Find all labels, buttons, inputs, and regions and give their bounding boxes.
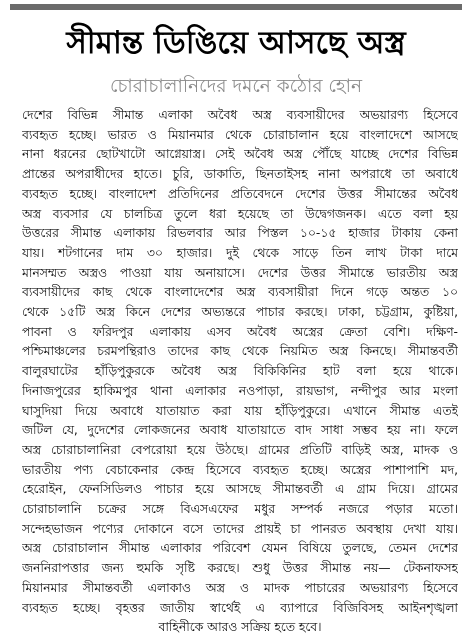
body-line: দিনাজপুরের হাকিমপুর থানা এলাকার নওপাড়া, রায়ভাগ, নন্দীপুর আর মংলা <box>22 383 458 398</box>
body-line: ঘাসুদিয়া দিয়ে অবাধে যাতায়াত করা যায় হাঁড়িপুকুরে। এখানে সীমান্ত এতই <box>22 403 458 418</box>
body-line: পাবনা ও ফরিদপুর এলাকায় এসব অবৈধ অস্ত্রের ক্রেতা বেশি। দক্ষিণ- <box>22 324 458 339</box>
body-line: ব্যবহৃত হচ্ছে। বাংলাদেশ প্রতিদিনের প্রতিবেদনে দেশের উত্তর সীমান্তের অবৈধ <box>22 186 458 201</box>
body-line: ব্যবহৃত হচ্ছে। ভারত ও মিয়ানমার থেকে চোরাচালান হয়ে বাংলাদেশে আসছে <box>22 127 458 142</box>
body-line: হেরোইন, ফেনসিডিলও পাচার হয়ে আসছে সীমান্তবর্তী এ গ্রাম দিয়ে। গ্রামের <box>22 482 458 497</box>
body-line: অস্ত্র ব্যবসার যে চালচিত্র তুলে ধরা হয়েছে তা উদ্বেগজনক। এতে বলা হয় <box>22 206 458 221</box>
body-line: জটিল যে, দুদেশের লোকজনের অবাধ যাতায়াতে বাদ সাধা সম্ভব হয় না। ফলে <box>22 423 458 438</box>
subheadline: চোরাচালানিদের দমনে কঠোর হোন <box>109 76 363 97</box>
body-line: চোরাচালানি চক্রের সঙ্গে বিএসএফের মধুর সম্পর্ক নজরে পড়ার মতো। <box>22 502 458 517</box>
body-line: উত্তরের সীমান্ত এলাকায় রিভলবার আর পিস্তল ১০-১৫ হাজার টাকায় কেনা <box>22 226 458 241</box>
body-line: পশ্চিমাঞ্চলের চরমপন্থিরাও তাদের কাছ থেকে নিয়মিত অস্ত্র কিনছে। সীমান্তবর্তী <box>22 344 458 359</box>
body-line: নানা ধরনের ছোটখাটো আগ্নেয়াস্ত্র। সেই অবৈধ অস্ত্র পৌঁছে যাচ্ছে দেশের বিভিন্ন <box>22 147 458 162</box>
body-line: ব্যবহৃত হচ্ছে। বৃহত্তর জাতীয় স্বার্থেই এ ব্যাপারে বিজিবিসহ আইনশৃঙ্খলা <box>22 600 458 615</box>
body-line: অস্ত্র চোরাচালান সীমান্ত এলাকার পরিবেশ যেমন বিষিয়ে তুলছে, তেমন দেশের <box>22 541 458 556</box>
body-line: বাহিনীকে আরও সক্রিয় হতে হবে। <box>158 620 322 635</box>
body-line: প্রান্তের অপরাধীদের হাতে। চুরি, ডাকাতি, ছিনতাইসহ নানা অপরাধে তা অবাধে <box>22 167 458 182</box>
body-line: অস্ত্র চোরাচালানিরা বেপরোয়া হয়ে উঠছে। গ্রামের প্রতিটি বাড়িই অস্ত্র, মাদক ও <box>22 442 458 457</box>
body-line: ভারতীয় পণ্য বেচাকেনার কেন্দ্র হিসেবে ব্যবহৃত হচ্ছে। অস্ত্রের পাশাপাশি মদ, <box>22 462 458 477</box>
body-line: দেশের বিভিন্ন সীমান্ত এলাকা অবৈধ অস্ত্র ব্যবসায়ীদের অভয়ারণ্য হিসেবে <box>22 108 458 122</box>
body-line: মানসম্মত অস্ত্রও পাওয়া যায় অনায়াসে। দেশের উত্তর সীমান্তে ভারতীয় অস্ত্র <box>22 265 458 280</box>
body-line: থেকে ১৫টি অস্ত্র কিনে দেশের অভ্যন্তরে পাচার করছে। ঢাকা, চট্টগ্রাম, কুষ্টিয়া, <box>22 305 458 320</box>
top-divider-bar <box>10 4 462 10</box>
body-line: বালুরঘাটের হাঁড়িপুকুরকে অবৈধ অস্ত্র বিকিকিনির হাট বলা হয়ে থাকে। <box>22 364 458 379</box>
body-line: জননিরাপত্তার জন্য হুমকি সৃষ্টি করছে। শুধু উত্তর সীমান্ত নয়— টেকনাফসহ <box>22 561 458 576</box>
body-line: সন্দেহভাজন পণ্যের দোকানে বসে তাদের প্রায়ই চা পানরত অবস্থায় দেখা যায়। <box>22 521 458 536</box>
headline: সীমান্ত ডিঙিয়ে আসছে অস্ত্র <box>66 25 406 61</box>
body-line: ব্যবসায়ীদের কাছ থেকে বাংলাদেশের অস্ত্র ব্যবসায়ীরা দিনে গড়ে অন্তত ১০ <box>22 285 458 300</box>
body-line: যায়। শটগানের দাম ৩০ হাজার। দুই থেকে সাড়ে তিন লাখ টাকা দামে <box>22 245 458 260</box>
article-body <box>22 106 458 638</box>
body-line: মিয়ানমার সীমান্তবর্তী এলাকাও অস্ত্র ও মাদক পাচারের অভয়ারণ্য হিসেবে <box>22 580 458 595</box>
